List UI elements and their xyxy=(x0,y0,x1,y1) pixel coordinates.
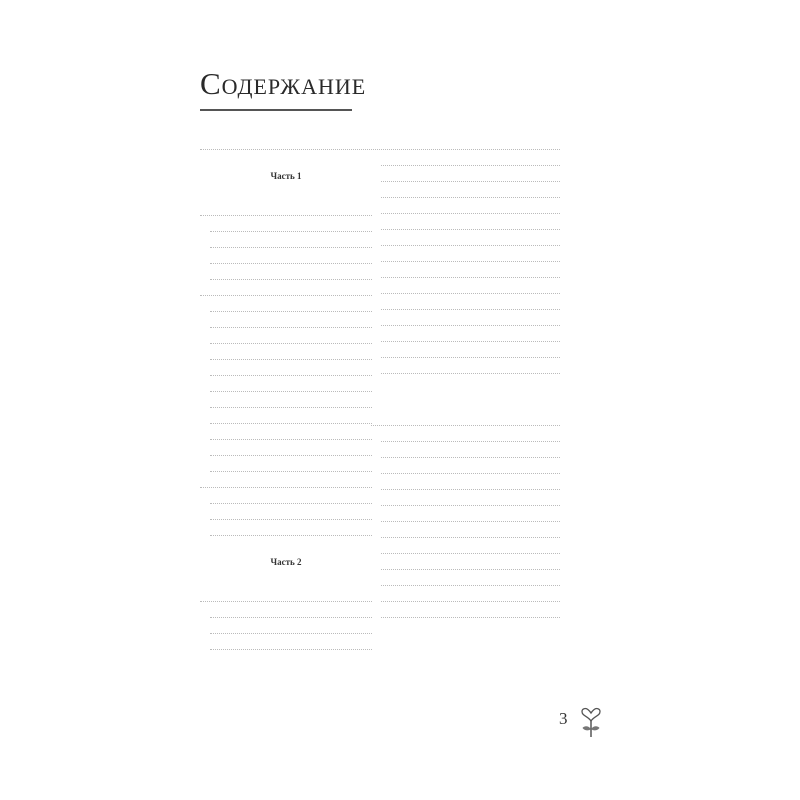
toc-entry-slot xyxy=(200,351,372,364)
toc-entry-slot xyxy=(200,287,372,300)
toc-entry-slot xyxy=(200,383,372,396)
toc-entry-slot xyxy=(200,303,372,316)
toc-entry-slot xyxy=(371,545,560,558)
toc-entry-slot xyxy=(200,415,372,428)
toc-entry-slot xyxy=(371,513,560,526)
toc-entry-slot xyxy=(200,511,372,524)
toc-entry-slot xyxy=(200,447,372,460)
contents-column-left xyxy=(200,141,372,731)
toc-entry-slot xyxy=(200,495,372,508)
toc-entry-slot xyxy=(200,367,372,380)
toc-entry-slot xyxy=(371,349,560,362)
toc-entry-slot xyxy=(371,449,560,462)
toc-entry-slot xyxy=(371,221,560,234)
heart-sprout-icon xyxy=(579,707,603,741)
toc-entry-slot xyxy=(200,223,372,236)
toc-entry-slot xyxy=(371,577,560,590)
toc-entry-slot xyxy=(200,271,372,284)
toc-entry-slot xyxy=(200,399,372,412)
toc-entry-slot xyxy=(200,463,372,476)
page-number: 3 xyxy=(559,709,568,728)
toc-entry-slot xyxy=(200,609,372,622)
toc-entry-slot xyxy=(371,609,560,622)
toc-entry-slot xyxy=(371,433,560,446)
toc-entry-slot xyxy=(200,335,372,348)
toc-entry-slot xyxy=(371,301,560,314)
toc-entry-slot xyxy=(200,319,372,332)
contents-column-right xyxy=(371,141,560,731)
toc-entry-slot xyxy=(200,593,372,606)
toc-entry-slot xyxy=(371,333,560,346)
toc-entry-slot xyxy=(371,317,560,330)
toc-entry-slot xyxy=(200,207,372,220)
toc-entry-slot xyxy=(371,157,560,170)
title-rule xyxy=(200,109,352,111)
toc-entry-slot xyxy=(200,431,372,444)
toc-entry-slot xyxy=(200,479,372,492)
toc-entry-slot xyxy=(371,205,560,218)
toc-entry-slot xyxy=(371,481,560,494)
toc-entry-slot xyxy=(371,253,560,266)
toc-entry-slot xyxy=(200,625,372,638)
toc-entry-slot xyxy=(371,593,560,606)
toc-entry-slot xyxy=(371,189,560,202)
part-1-heading: Часть 1 xyxy=(270,171,302,181)
toc-entry-slot xyxy=(371,141,560,154)
toc-entry-slot xyxy=(371,365,560,378)
toc-entry-slot xyxy=(371,497,560,510)
toc-entry-slot xyxy=(371,561,560,574)
toc-entry-slot xyxy=(200,641,372,654)
toc-entry-slot xyxy=(200,527,372,540)
toc-entry-slot xyxy=(371,465,560,478)
toc-entry-slot xyxy=(371,237,560,250)
toc-entry-slot xyxy=(200,141,372,154)
toc-entry-slot xyxy=(371,529,560,542)
toc-entry-slot xyxy=(371,269,560,282)
toc-entry-slot xyxy=(200,255,372,268)
part-2-heading: Часть 2 xyxy=(270,557,302,567)
contents-title: Содержание xyxy=(200,66,367,101)
toc-entry-slot xyxy=(371,173,560,186)
toc-entry-slot xyxy=(200,239,372,252)
toc-entry-slot xyxy=(371,417,560,430)
toc-entry-slot xyxy=(371,285,560,298)
